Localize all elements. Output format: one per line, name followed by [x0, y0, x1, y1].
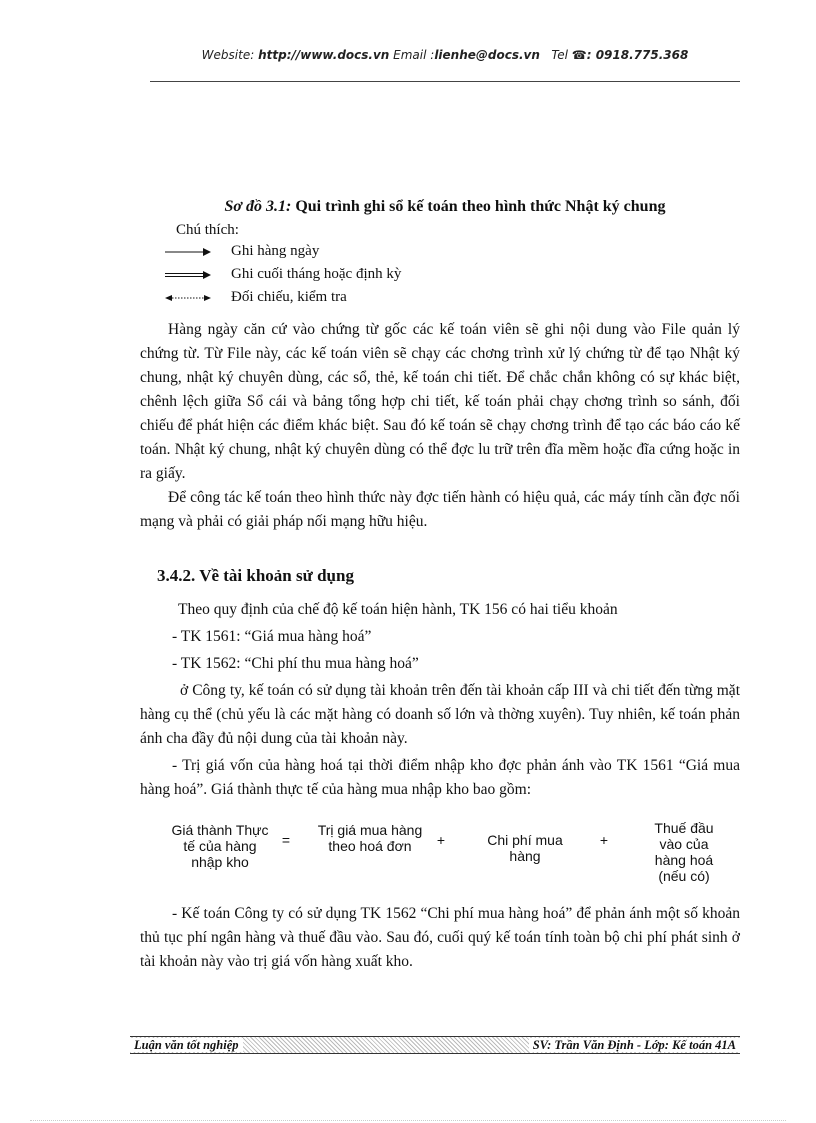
formula-plus-2: +: [599, 832, 609, 848]
caption-text: Qui trình ghi sổ kế toán theo hình thức Nhật ký chung: [291, 198, 666, 215]
tel-label: Tel: [551, 48, 568, 62]
section-paragraph-2: - TK 1561: “Giá mua hàng hoá”: [172, 628, 372, 645]
formula-term-purchase-price: Trị giá mua hàng theo hoá đơn: [317, 822, 423, 854]
section-paragraph-1: Theo quy định của chế độ kế toán hiện hành, TK 156 có hai tiểu khoản: [178, 601, 618, 618]
email-value[interactable]: lienhe@docs.vn: [434, 48, 540, 62]
section-paragraph-3: - TK 1562: “Chi phí thu mua hàng hoá”: [172, 655, 419, 672]
caption-label: Sơ đồ 3.1:: [224, 198, 292, 215]
page-footer: [130, 1036, 740, 1054]
section-paragraph-4: ở Công ty, kế toán có sử dụng tài khoản trên đến tài khoản cấp III và chi tiết đến từng mặt hàng cụ thể (chủ yếu là các mặt hàng có doanh số lớn và thờng xuyên). Tuy nhiên, kế toán phản ánh cha đầy đủ nội dung của tài khoản này.: [140, 682, 740, 747]
formula-plus-1: +: [436, 832, 446, 848]
email-label: Email :: [393, 48, 435, 62]
cost-formula: [140, 820, 740, 890]
formula-term-input-tax: Thuế đầu vào của hàng hoá (nếu có): [654, 820, 714, 884]
diagram-caption: [150, 198, 740, 216]
legend-item-daily: [165, 243, 319, 260]
tel-value: : 0918.775.368: [586, 48, 689, 62]
legend-title: Chú thích:: [176, 222, 239, 238]
phone-icon: ☎: [571, 48, 587, 62]
closing-body: [140, 902, 740, 974]
section-paragraph-5: - Trị giá vốn của hàng hoá tại thời điểm nhập kho đợc phản ánh vào TK 1561 “Giá mua hàng hoá”. Giá thành thực tế của hàng mua nhập kho bao gồm:: [140, 757, 740, 798]
website-url[interactable]: http://www.docs.vn: [258, 48, 390, 62]
formula-term-purchase-cost: Chi phí mua hàng: [487, 832, 563, 864]
formula-term-actual-cost: Giá thành Thực tế của hàng nhập kho: [171, 822, 269, 870]
footer-left: Luận văn tốt nghiệp: [130, 1038, 243, 1052]
body-intro: [140, 318, 740, 534]
double-arrow-icon: [165, 270, 211, 280]
closing-paragraph: - Kế toán Công ty có sử dụng TK 1562 “Chi phí mua hàng hoá” để phản ánh một số khoản thủ tục phí ngân hàng và thuế đầu vào. Sau đó, cuối quý kế toán tính toàn bộ chi phí phát sinh ở tài khoản này vào trị giá vốn hàng xuất kho.: [140, 905, 740, 970]
section-title: 3.4.2. Về tài khoản sử dụng: [157, 566, 354, 585]
legend-item-compare: [165, 289, 347, 306]
footer-right: SV: Trần Văn Định - Lớp: Kế toán 41A: [529, 1038, 740, 1052]
section-body: [140, 598, 740, 802]
legend-label-monthly: Ghi cuối tháng hoặc định kỳ: [231, 266, 402, 282]
page-edge: [30, 1120, 786, 1121]
paragraph-2: Để công tác kế toán theo hình thức này đợc tiến hành có hiệu quả, các máy tính cần đợc nối mạng và phải có giải pháp nối mạng hữu hiệu.: [140, 489, 740, 530]
paragraph-1: Hàng ngày căn cứ vào chứng từ gốc các kế toán viên sẽ ghi nội dung vào File quản lý chứng từ. Từ File này, các kế toán viên sẽ chạy các chơng trình xử lý chứng từ để tạo Nhật ký chung, nhật ký chuyên dùng, các sổ, thẻ, kế toán chi tiết. Để chắc chắn không có sự khác biệt, chênh lệch giữa Sổ cái và bảng tổng hợp chi tiết, kế toán phải chạy chơng trình so sánh, đối chiếu để phát hiện các điểm khác biệt. Sau đó kế toán sẽ chạy chơng trình để tạo các báo cáo kế toán. Nhật ký chung, nhật ký chuyên dùng có thể đợc lu trữ trên đĩa mềm hoặc đĩa cứng hoặc in ra giấy.: [140, 321, 740, 482]
legend-item-monthly: [165, 266, 401, 283]
dotted-bidirectional-arrow-icon: [165, 293, 211, 303]
header-divider: [150, 81, 740, 82]
legend-label-compare: Đối chiếu, kiểm tra: [231, 289, 347, 305]
legend-label-daily: Ghi hàng ngày: [231, 243, 320, 259]
page-header: [150, 48, 740, 62]
formula-equals: =: [281, 832, 291, 848]
website-label: Website:: [201, 48, 255, 62]
single-arrow-icon: [165, 247, 211, 257]
